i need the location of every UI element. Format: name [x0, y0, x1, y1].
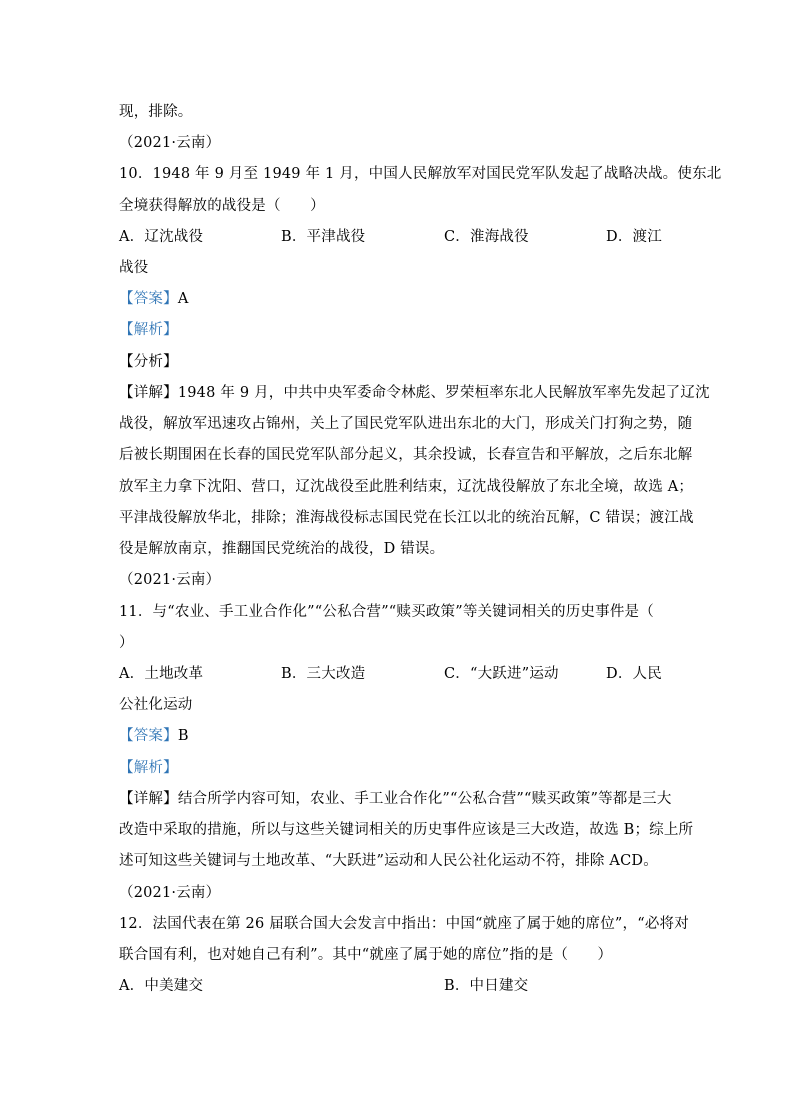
q10-option-a: A．辽沈战役: [119, 229, 204, 245]
source-label: （2021·云南）: [119, 885, 221, 901]
q11-option-a: A．土地改革: [119, 666, 204, 682]
q10-option-c: C．淮海战役: [444, 229, 529, 245]
source-label: （2021·云南）: [119, 572, 221, 588]
detail-text: 1948 年 9 月，中共中央军委命令林彪、罗荣桓率东北人民解放军率先发起了辽沈: [177, 385, 710, 401]
answer-value: B: [177, 728, 189, 744]
q10-stem-line-1: 10．1948 年 9 月至 1949 年 1 月，中国人民解放军对国民党军队发起了战略决战。使东北: [119, 166, 722, 182]
q11-option-c: C．“大跃进”运动: [444, 666, 559, 682]
q9-tail-text: 现，排除。: [119, 104, 193, 120]
q10-answer: [119, 289, 679, 309]
breakdown-tag: 【分析】: [119, 354, 178, 370]
answer-value: A: [177, 291, 189, 307]
q10-detail-line-5: 平津战役解放华北，排除；淮海战役标志国民党在长江以北的统治瓦解，C 错误；渡江战: [119, 510, 694, 526]
q11-option-b: B．三大改造: [281, 666, 366, 682]
detail-tag: 【详解】: [119, 791, 178, 807]
q10-detail-line-3: 后被长期围困在长春的国民党军队部分起义，其余投诚，长春宣告和平解放，之后东北解: [119, 447, 693, 463]
source-label: （2021·云南）: [119, 135, 221, 151]
answer-tag: 【答案】: [119, 291, 178, 307]
q11-detail-line-3: 述可知这些关键词与土地改革、“大跃进”运动和人民公社化运动不符，排除 ACD。: [119, 853, 658, 869]
detail-text: 结合所学内容可知，农业、手工业合作化”“公私合营”“赎买政策”等都是三大: [177, 791, 672, 807]
q10-analysis-heading: [119, 320, 679, 340]
q10-detail-line-2: 战役，解放军迅速攻占锦州，关上了国民党军队进出东北的大门，形成关门打狗之势，随: [119, 416, 693, 432]
q10-stem-line-2: 全境获得解放的战役是（ ）: [119, 198, 325, 214]
q12-option-a: A．中美建交: [119, 978, 204, 994]
q11-stem-line-2: ）: [119, 635, 134, 651]
q12-stem-line-1: 12．法国代表在第 26 届联合国大会发言中指出：中国“就座了属于她的席位”，“必将对: [119, 916, 689, 932]
q10-option-d-wrap: 战役: [119, 260, 149, 276]
q10-detail-line-6: 役是解放南京，推翻国民党统治的战役，D 错误。: [119, 541, 445, 557]
q11-option-d-wrap: 公社化运动: [119, 697, 193, 713]
q10-option-d: D．渡江: [606, 229, 662, 245]
q11-analysis-heading: [119, 758, 679, 778]
q10-detail-line-1: [119, 383, 710, 403]
q10-breakdown-heading: [119, 352, 679, 372]
q12-stem-line-2: 联合国有利，也对她自己有利”。其中“就座了属于她的席位”指的是（ ）: [119, 947, 613, 963]
analysis-tag: 【解析】: [119, 760, 178, 776]
q11-stem-line-1: 11．与“农业、手工业合作化”“公私合营”“赎买政策”等关键词相关的历史事件是（: [119, 604, 654, 620]
q11-detail-line-1: [119, 789, 679, 809]
detail-tag: 【详解】: [119, 385, 178, 401]
q10-detail-line-4: 放军主力拿下沈阳、营口，辽沈战役至此胜利结束，辽沈战役解放了东北全境，故选 A；: [119, 479, 694, 495]
analysis-tag: 【解析】: [119, 322, 178, 338]
q12-option-b: B．中日建交: [444, 978, 529, 994]
answer-tag: 【答案】: [119, 728, 178, 744]
q11-answer: [119, 726, 679, 746]
q11-option-d: D．人民: [606, 666, 662, 682]
q11-detail-line-2: 改造中采取的措施，所以与这些关键词相关的历史事件应该是三大改造，故选 B；综上所: [119, 822, 694, 838]
q10-option-b: B．平津战役: [281, 229, 366, 245]
